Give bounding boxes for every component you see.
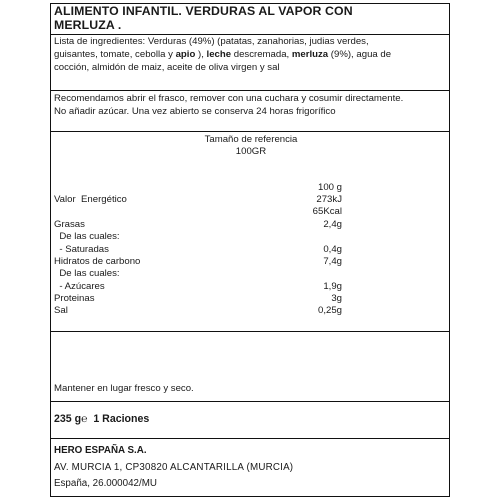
title-section [51, 4, 449, 35]
nutrient-name: Sal [54, 305, 68, 316]
reference-size-value: 100GR [235, 146, 267, 157]
storage-instructions: Mantener en lugar fresco y seco. [54, 383, 194, 394]
company-section [51, 438, 449, 497]
weight-section [51, 401, 449, 439]
nutrition-row [51, 256, 449, 268]
recommendation-section [51, 90, 449, 132]
nutrient-value: 3g [331, 293, 342, 304]
recommendation-text [54, 92, 443, 118]
company-registry: España, 26.000042/MU [54, 478, 157, 489]
nutrient-value: 2,4g [323, 219, 342, 230]
nutrition-row [51, 194, 449, 206]
nutrition-row [51, 305, 449, 317]
ingredients-text [54, 35, 443, 74]
nutrient-name: Proteinas [54, 293, 95, 304]
nutrient-value: 65Kcal [312, 206, 342, 217]
allergen-apio: apio [175, 49, 196, 60]
nutrient-name: De las cuales: [54, 268, 120, 279]
storage-section [51, 331, 449, 402]
product-title [54, 4, 445, 32]
nutrient-name: Grasas [54, 219, 85, 230]
ingredients-line-3: cocción, almidón de maiz, aceite de oliva virgen y sal [54, 62, 280, 73]
nutrition-row [51, 244, 449, 256]
allergen-merluza: merluza [291, 49, 329, 60]
nutrition-row [51, 293, 449, 305]
estimated-sign-icon: ℮ [81, 413, 88, 425]
net-weight [54, 413, 149, 426]
nutrition-section [51, 131, 449, 332]
ingredients-section [51, 34, 449, 91]
nutrient-name: De las cuales: [54, 231, 120, 242]
nutrient-value: 1,9g [323, 281, 342, 292]
nutrient-value: 7,4g [323, 256, 342, 267]
nutrient-value: 273kJ [316, 194, 342, 205]
nutrition-row [51, 231, 449, 243]
product-title-line-1: ALIMENTO INFANTIL. VERDURAS AL VAPOR CON [54, 4, 353, 18]
product-label [50, 3, 450, 497]
reference-size-label: Tamaño de referencia [204, 134, 298, 145]
ingredients-line-2: guisantes, tomate, cebolla y apio ), leche descremada, merluza (9%), agua de [54, 49, 392, 60]
nutrient-name: Hidratos de carbono [54, 256, 141, 267]
nutrient-name: Valor Energético [54, 194, 127, 205]
nutrient-name: - Saturadas [54, 244, 109, 255]
company-address: AV. MURCIA 1, CP30820 ALCANTARILLA (MURCIA) [54, 462, 294, 473]
nutrition-row [51, 268, 449, 280]
company-name: HERO ESPAÑA S.A. [54, 445, 147, 456]
ingredients-line-1: Lista de ingredientes: Verduras (49%) (patatas, zanahorias, judias verdes, [54, 36, 369, 47]
recommendation-line-1: Recomendamos abrir el frasco, remover con una cuchara y cosumir directamente. [54, 93, 404, 104]
product-title-line-2: MERLUZA . [54, 18, 122, 32]
nutrient-value: 0,25g [317, 305, 342, 316]
nutrition-row [51, 281, 449, 293]
allergen-leche: leche [206, 49, 232, 60]
nutrition-row [51, 219, 449, 231]
recommendation-line-2: No añadir azúcar. Una vez abierto se conserva 24 horas frigorífico [54, 106, 336, 117]
per-100g-label: 100 g [317, 182, 342, 193]
nutrient-value: 0,4g [323, 244, 342, 255]
net-weight-value: 235 g [54, 413, 82, 425]
nutrition-per-header [51, 182, 449, 194]
nutrient-name: - Azúcares [54, 281, 105, 292]
servings-count: 1 Raciones [93, 413, 150, 425]
nutrition-row [51, 206, 449, 218]
